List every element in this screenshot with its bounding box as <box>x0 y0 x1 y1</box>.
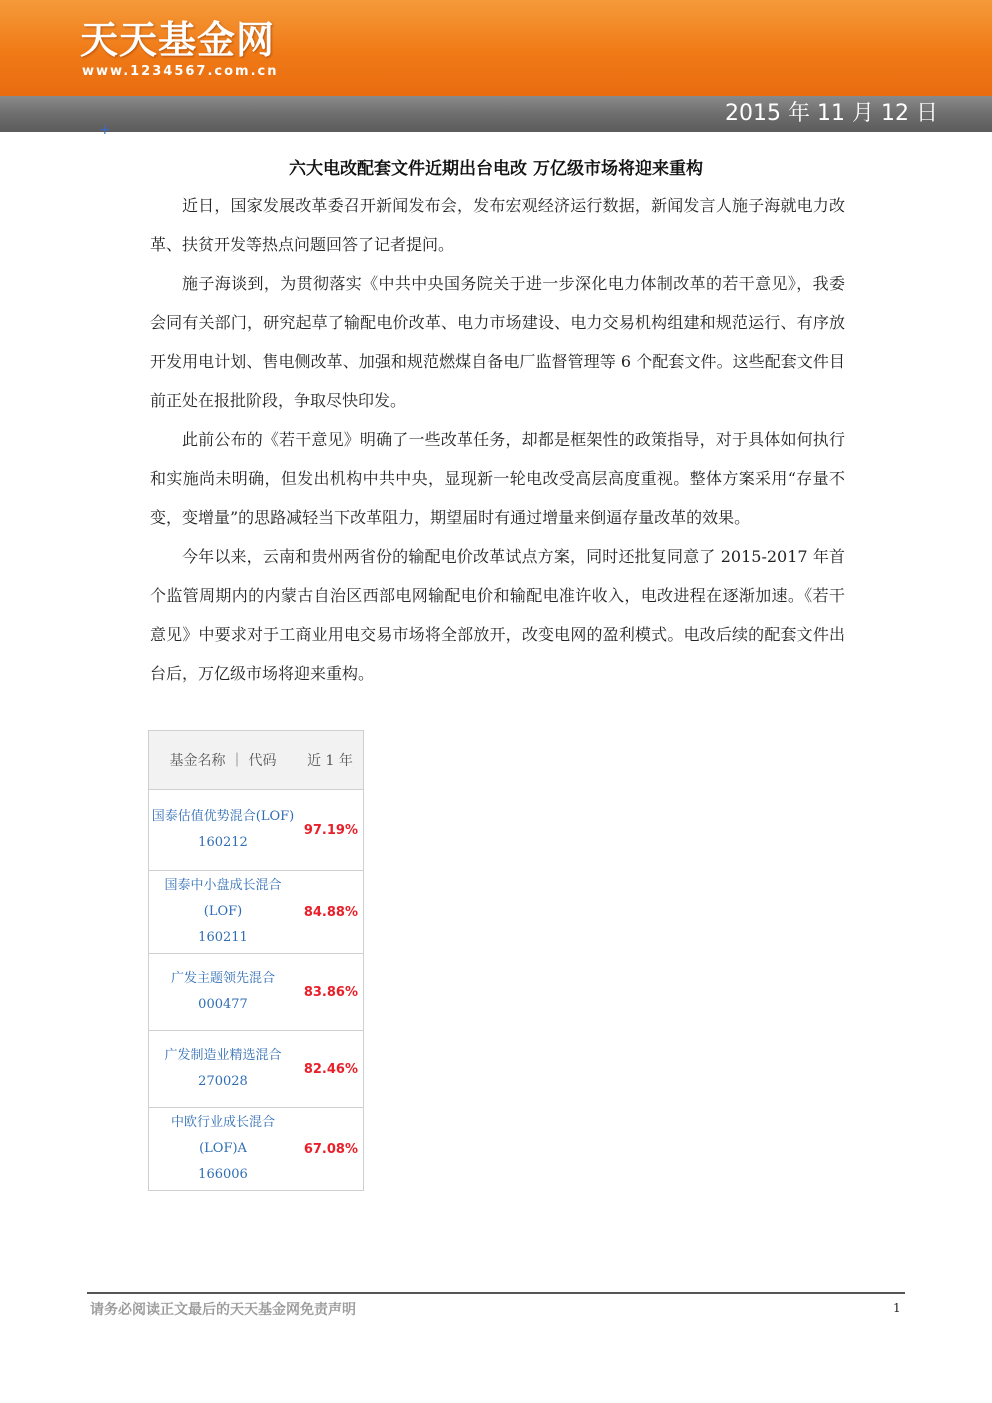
date-bar <box>0 96 992 132</box>
paragraph: 施子海谈到，为贯彻落实《中共中央国务院关于进一步深化电力体制改革的若干意见》，我委会同有关部门，研究起草了输配电价改革、电力市场建设、电力交易机构组建和规范运行、有序放开发用电计划、售电侧改革、加强和规范燃煤自备电厂监督管理等 6 个配套文件。这些配套文件目前正处在报批阶段，争取尽快印发。 <box>150 274 845 410</box>
table-row <box>149 954 364 1031</box>
fund-name[interactable]: 广发主题领先混合 <box>170 971 275 986</box>
paragraph: 近日，国家发展改革委召开新闻发布会，发布宏观经济运行数据，新闻发言人施子海就电力改革、扶贫开发等热点问题回答了记者提问。 <box>150 196 845 254</box>
fund-name[interactable]: 中欧行业成长混合(LOF)A <box>170 1115 275 1156</box>
table-row <box>149 871 364 954</box>
fund-code[interactable]: 270028 <box>198 1074 248 1089</box>
fund-name-link[interactable] <box>149 1108 298 1191</box>
fund-return: 83.86% <box>297 954 364 1031</box>
fund-return: 97.19% <box>297 790 364 871</box>
fund-return: 67.08% <box>297 1108 364 1191</box>
page-number: 1 <box>893 1301 901 1315</box>
fund-name[interactable]: 广发制造业精选混合 <box>164 1048 282 1063</box>
table-header-row <box>149 731 364 790</box>
footer-divider <box>87 1292 905 1294</box>
paragraph: 此前公布的《若干意见》明确了一些改革任务，却都是框架性的政策指导，对于具体如何执行和实施尚未明确，但发出机构中共中央，显现新一轮电改受高层高度重视。整体方案采用“存量不变，变增量”的思路减轻当下改革阻力，期望届时有通过增量来倒逼存量改革的效果。 <box>150 430 845 527</box>
site-logo[interactable]: 天天基金网 <box>80 18 276 62</box>
table-row <box>149 790 364 871</box>
site-url: www.1234567.com.cn <box>82 64 279 79</box>
publish-date: 2015 年 11 月 12 日 <box>725 101 938 126</box>
fund-code[interactable]: 160211 <box>198 930 248 945</box>
fund-name-link[interactable] <box>149 871 298 954</box>
table-row <box>149 1108 364 1191</box>
table-row <box>149 1031 364 1108</box>
fund-code[interactable]: 160212 <box>198 835 248 850</box>
column-header-name: 基金名称 ｜ 代码 <box>149 731 298 790</box>
paragraph: 今年以来，云南和贵州两省份的输配电价改革试点方案，同时还批复同意了 2015-2017 年首个监管周期内的内蒙古自治区西部电网输配电价和输配电准许收入，电改进程在逐渐加速。《若干意见》中要求对于工商业用电交易市场将全部放开，改变电网的盈利模式。电改后续的配套文件出台后，万亿级市场将迎来重构。 <box>150 547 845 683</box>
fund-name-link[interactable] <box>149 1031 298 1108</box>
article-title: 六大电改配套文件近期出台电改 万亿级市场将迎来重构 <box>289 159 703 179</box>
fund-name[interactable]: 国泰估值优势混合(LOF) <box>151 809 295 824</box>
fund-name[interactable]: 国泰中小盘成长混合(LOF) <box>164 878 282 919</box>
fund-name-link[interactable] <box>149 954 298 1031</box>
fund-name-link[interactable] <box>149 790 298 871</box>
plus-icon: + <box>99 122 111 138</box>
fund-return: 82.46% <box>297 1031 364 1108</box>
column-header-return: 近 1 年 <box>297 731 364 790</box>
fund-return: 84.88% <box>297 871 364 954</box>
fund-table <box>148 730 364 1191</box>
header-banner <box>0 0 992 96</box>
article-body <box>150 186 845 693</box>
footer-disclaimer: 请务必阅读正文最后的天天基金网免责声明 <box>90 1302 356 1318</box>
fund-code[interactable]: 166006 <box>198 1167 248 1182</box>
fund-code[interactable]: 000477 <box>198 997 248 1012</box>
